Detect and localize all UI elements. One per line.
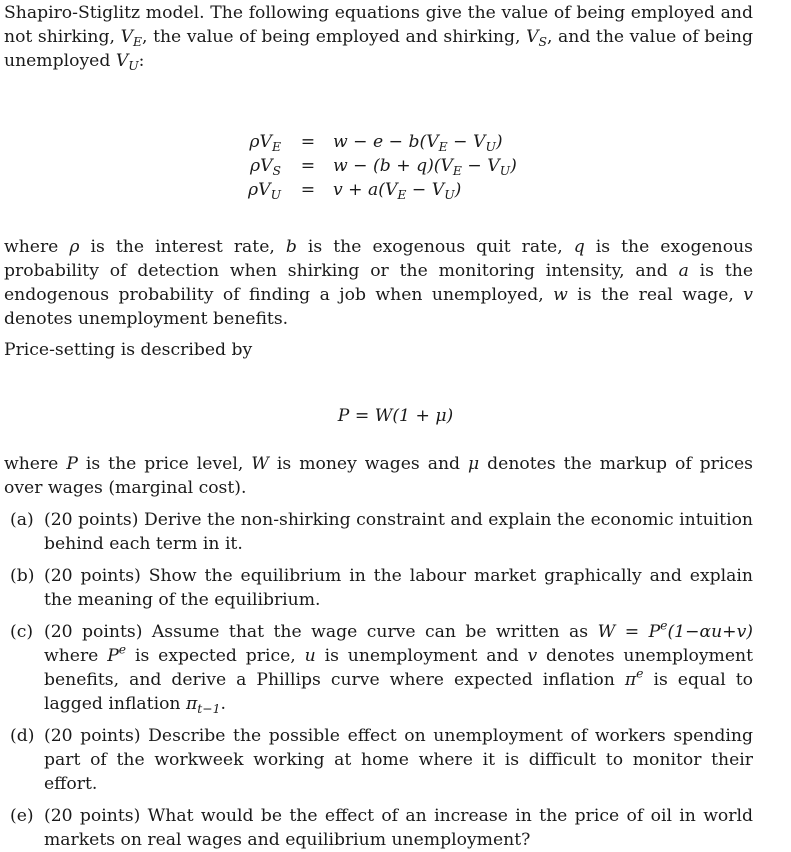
equation-array [4, 130, 753, 202]
question-e [4, 804, 753, 852]
equation-equals: = [300, 180, 316, 200]
intro-paragraph: Shapiro-Stiglitz model. The following equations give the value of being employed and not shirking, $V_E$, the value of being employed and shirking, $V_S$, and the value of being unemployed $V_U$: [4, 3, 753, 73]
question-b [4, 564, 753, 612]
equation-lhs: $\rho V_E$ [249, 132, 281, 154]
question-label: (a) [10, 510, 34, 530]
question-label: (d) [10, 726, 35, 746]
equation-rhs: $w - e - b(V_E - V_U)$ [333, 132, 503, 154]
price-equation: P = W(1 + μ) [337, 406, 454, 426]
question-text: (20 points) Describe the possible effect on unemployment of workers spending part of the workweek working at home where it is difficult to monitor their effort. [44, 726, 753, 794]
price-definitions: where P is the price level, W is money wages and μ denotes the markup of prices over wages (marginal cost). [4, 454, 753, 498]
var-ve: $V_E$ [120, 27, 143, 49]
equation-rhs: $w - (b + q)(V_E - V_U)$ [333, 156, 517, 178]
question-label: (b) [10, 566, 35, 586]
price-setting-intro: Price-setting is described by [4, 340, 253, 360]
equation-lhs: $\rho V_S$ [249, 156, 281, 178]
var-vu: $V_U$ [115, 51, 139, 73]
equation-equals: = [300, 156, 316, 176]
var-vs: $V_S$ [526, 27, 547, 49]
equation-equals: = [300, 132, 316, 152]
question-text: (20 points) Show the equilibrium in the labour market graphically and explain the meaning of the equilibrium. [44, 566, 753, 610]
intro-text: , the value of being employed and shirking, [142, 27, 527, 47]
question-d [4, 724, 753, 796]
intro-text: Shapiro-Stiglitz model. The following equations give the value of being employed and not shirking, [4, 3, 753, 47]
intro-text: , and the value of being unemployed [4, 27, 753, 71]
question-text: (20 points) Derive the non-shirking constraint and explain the economic intuition behind each term in it. [44, 510, 753, 554]
question-a [4, 508, 753, 556]
question-c [4, 620, 753, 716]
question-label: (c) [10, 622, 34, 642]
question-list [4, 508, 753, 852]
equation-rhs: $v + a(V_E - V_U)$ [333, 180, 462, 202]
equation-lhs: $\rho V_U$ [248, 180, 281, 202]
question-label: (e) [10, 806, 34, 826]
question-text: (20 points) Assume that the wage curve can be written as $W = P^e(1-\alpha u+v)$ where $P^e$ is expected price, u is unemployment and v denotes unemployment benefits, and derive a Phillips curve where expected inflation $\pi^e$ is equal to lagged inflation $\pi_{t-1}$. [44, 618, 754, 716]
variable-definitions: where ρ is the interest rate, b is the exogenous quit rate, q is the exogenous probability of detection when shirking or the monitoring intensity, and a is the endogenous probability of finding a job when unemployed, w is the real wage, v denotes unemployment benefits. [4, 237, 753, 329]
question-text: (20 points) What would be the effect of an increase in the price of oil in world markets on real wages and equilibrium unemployment? [44, 806, 753, 850]
